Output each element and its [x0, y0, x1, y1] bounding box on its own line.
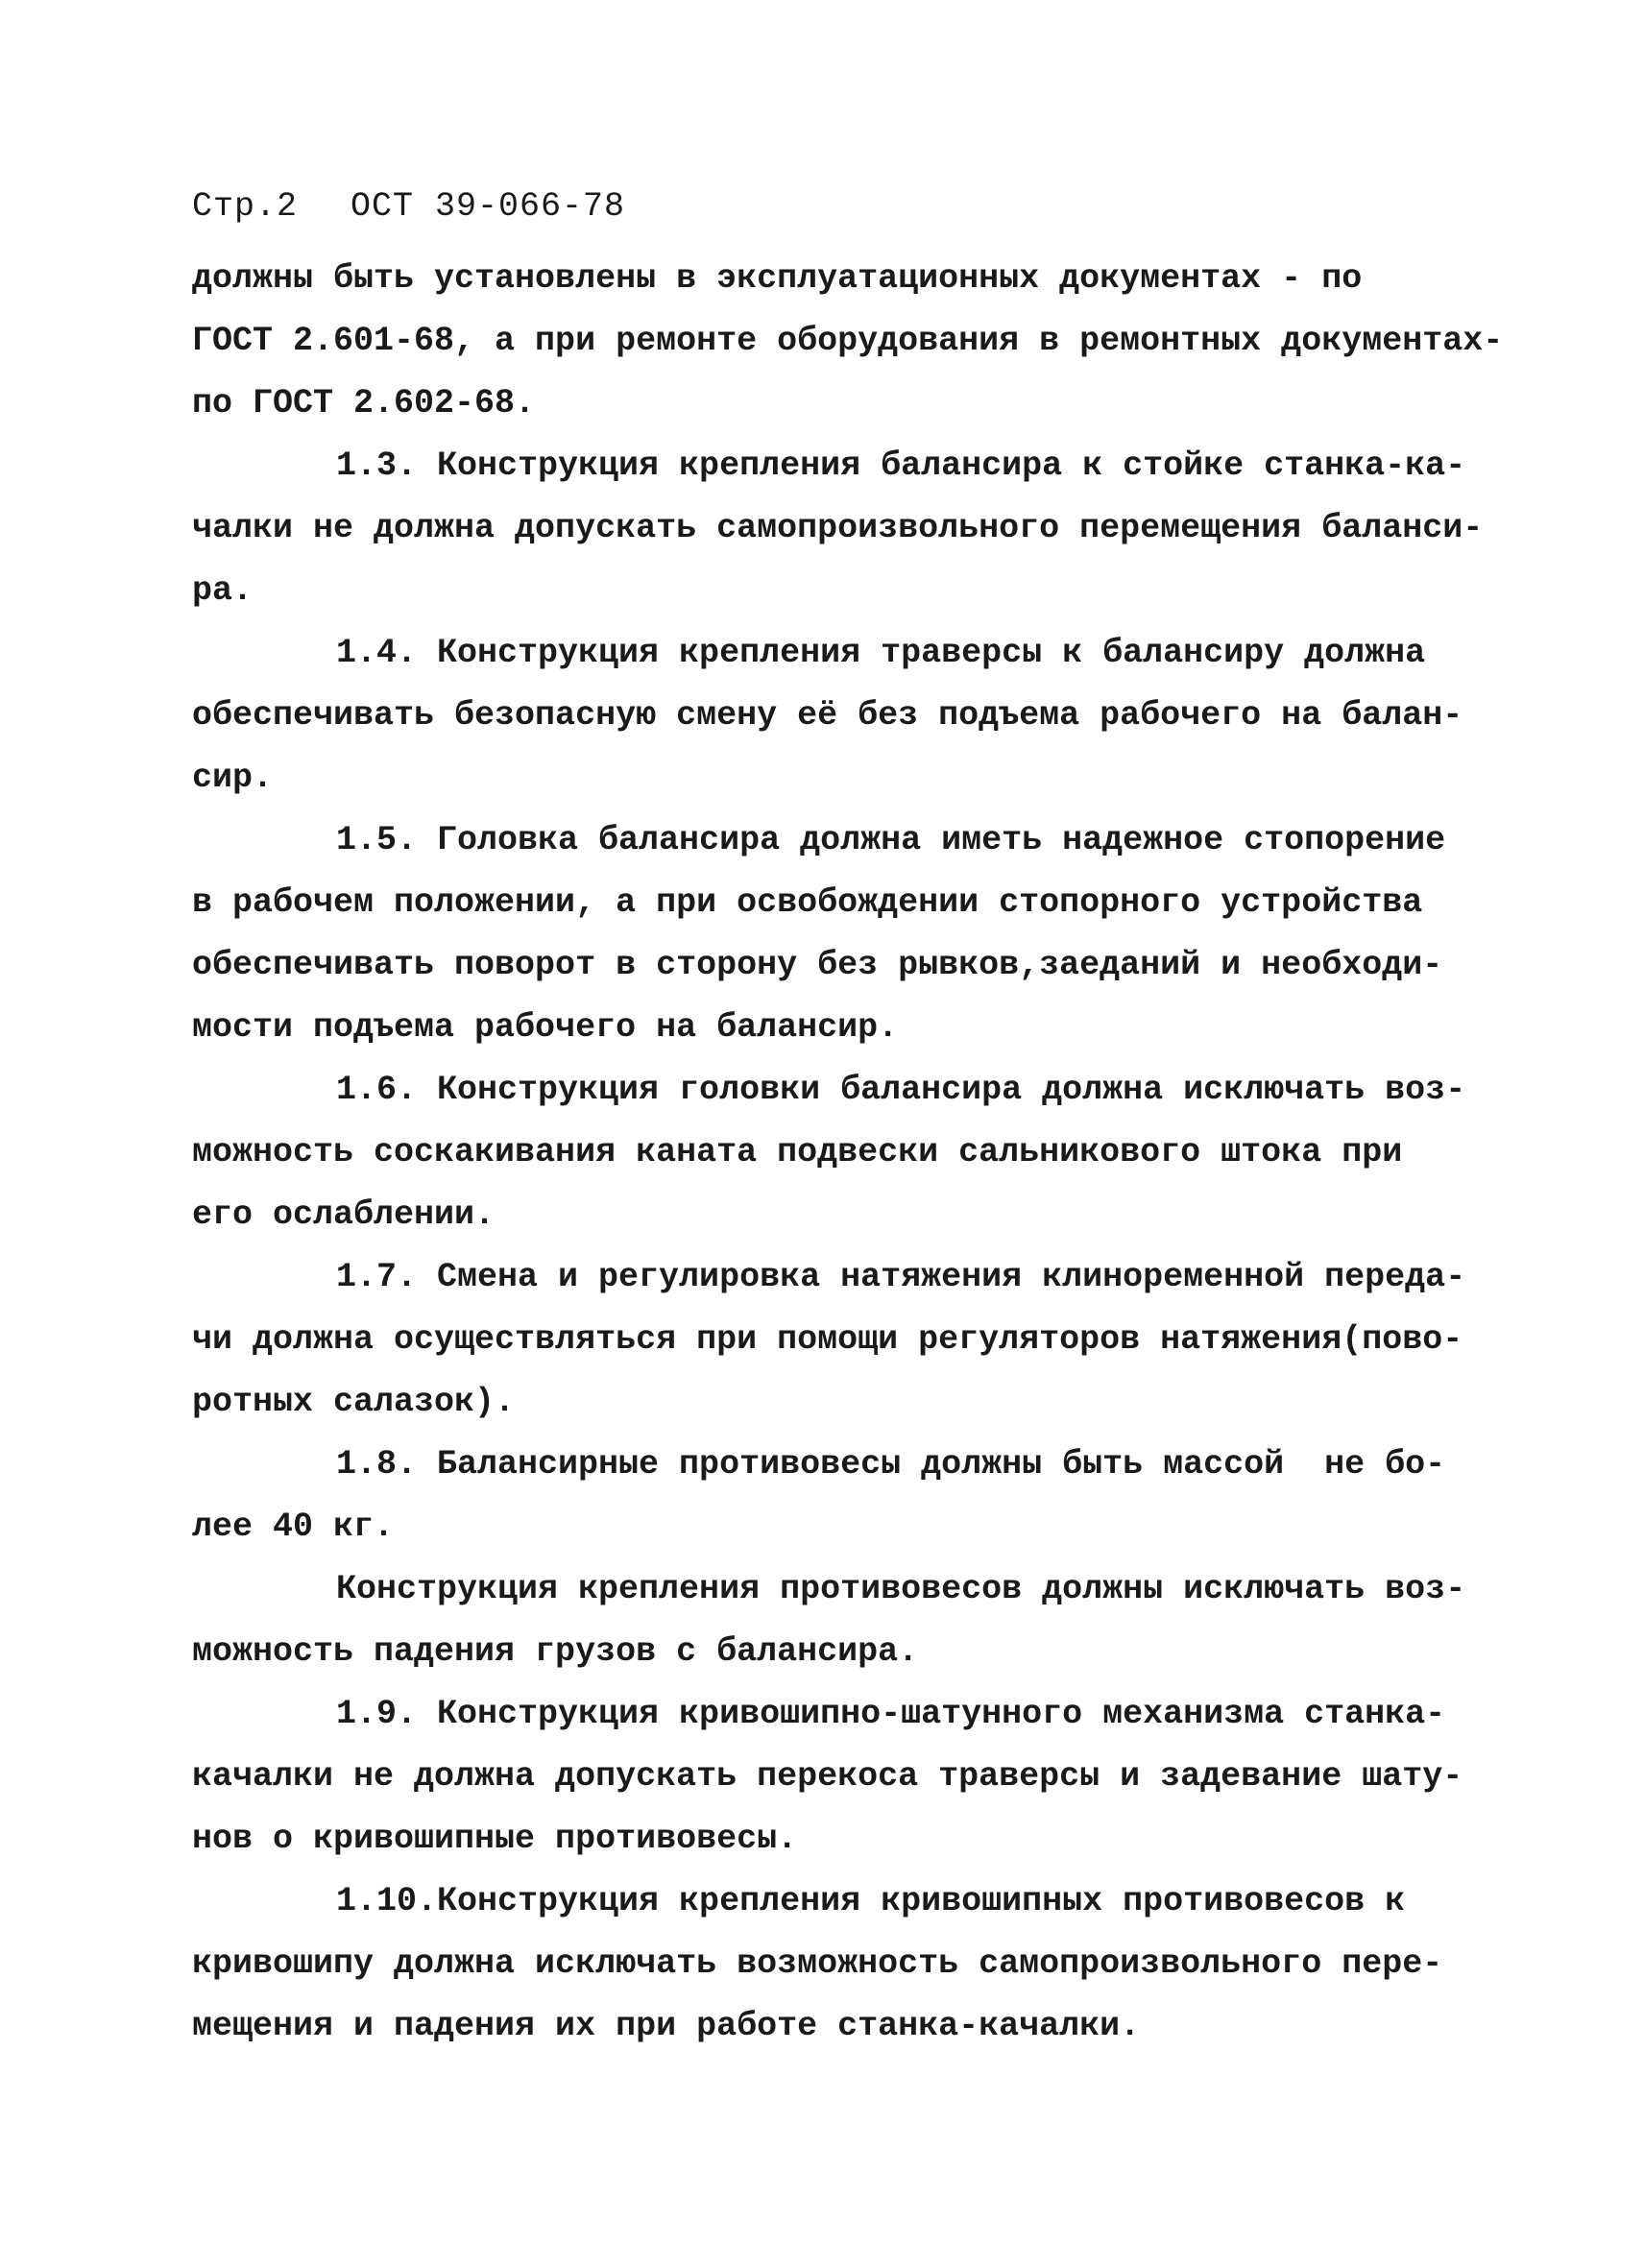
- text-line: чалки не должна допускать самопроизвольного перемещения баланси-: [192, 509, 1484, 547]
- page-number: Стр.2: [192, 187, 299, 226]
- text-line: сир.: [192, 759, 274, 797]
- text-line: нов о кривошипные противовесы.: [192, 1820, 798, 1858]
- text-line: 1.6. Конструкция головки балансира должна исключать воз-: [336, 1071, 1466, 1109]
- text-line: в рабочем положении, а при освобождении стопорного устройства: [192, 883, 1423, 922]
- text-line: мещения и падения их при работе станка-качалки.: [192, 2007, 1141, 2045]
- text-line: ра.: [192, 571, 254, 610]
- text-line: 1.7. Смена и регулировка натяжения клиноременной переда-: [336, 1258, 1466, 1296]
- text-line: можность соскакивания каната подвески сальникового штока при: [192, 1133, 1403, 1171]
- text-line: ГОСТ 2.601-68, а при ремонте оборудования в ремонтных документах-: [192, 322, 1504, 360]
- text-line: 1.8. Балансирные противовесы должны быть массой не бо-: [336, 1445, 1446, 1484]
- document-body: [192, 248, 1504, 2058]
- text-line: 1.5. Головка балансира должна иметь надежное стопорение: [336, 821, 1446, 859]
- text-line: лее 40 кг.: [192, 1508, 395, 1546]
- text-line: обеспечивать безопасную смену её без подъема рабочего на балан-: [192, 696, 1463, 735]
- text-line: по ГОСТ 2.602-68.: [192, 384, 536, 422]
- text-line: должны быть установлены в эксплуатационных документах - по: [192, 259, 1363, 298]
- text-line: Конструкция крепления противовесов должны исключать воз-: [336, 1570, 1466, 1608]
- text-line: качалки не должна допускать перекоса траверсы и задевание шату-: [192, 1757, 1463, 1796]
- text-line: его ослаблении.: [192, 1195, 496, 1234]
- text-line: 1.10.Конструкция крепления кривошипных противовесов к: [336, 1882, 1406, 1920]
- text-line: обеспечивать поворот в сторону без рывков,заеданий и необходи-: [192, 946, 1443, 984]
- text-line: можность падения грузов с балансира.: [192, 1632, 919, 1671]
- text-line: 1.3. Конструкция крепления балансира к стойке станка-ка-: [336, 446, 1466, 485]
- text-line: 1.4. Конструкция крепления траверсы к балансиру должна: [336, 634, 1426, 672]
- standard-code: ОСТ 39-066-78: [351, 187, 626, 226]
- text-line: чи должна осуществляться при помощи регуляторов натяжения(пово-: [192, 1320, 1463, 1359]
- page-header: [192, 187, 625, 226]
- text-line: 1.9. Конструкция кривошипно-шатунного механизма станка-: [336, 1695, 1446, 1733]
- text-line: мости подъема рабочего на балансир.: [192, 1008, 899, 1047]
- text-line: кривошипу должна исключать возможность самопроизвольного пере-: [192, 1944, 1443, 1983]
- text-line: ротных салазок).: [192, 1383, 516, 1421]
